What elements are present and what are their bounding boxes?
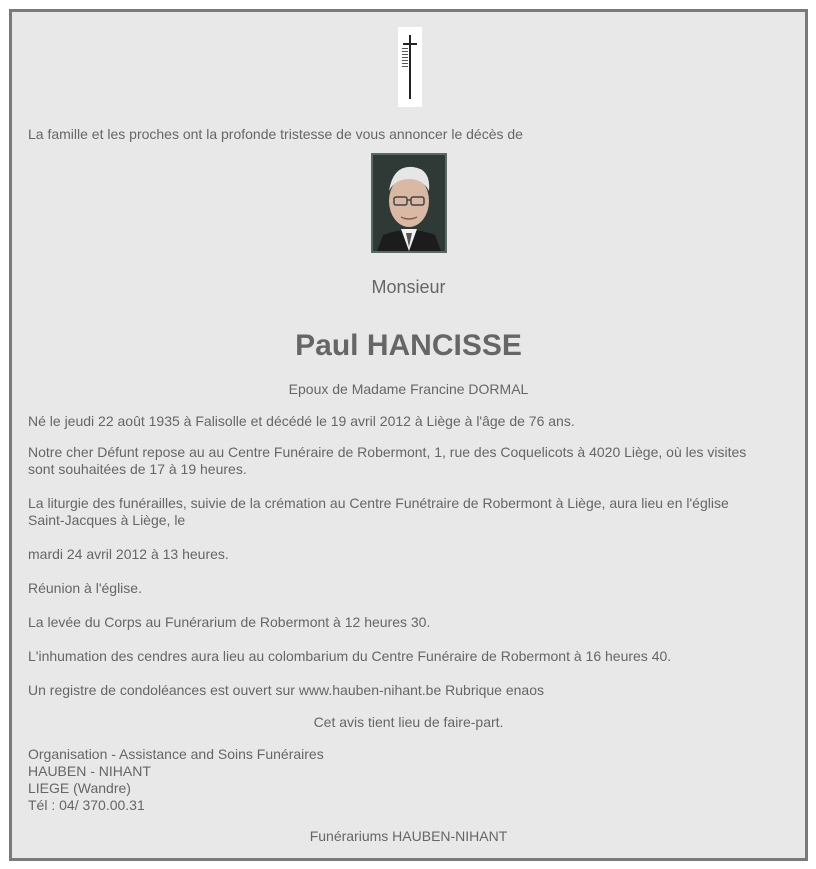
- cross-icon: [398, 27, 422, 107]
- organisation-line-2: HAUBEN - NIHANT: [28, 763, 151, 779]
- spouse-line: Epoux de Madame Francine DORMAL: [288, 381, 529, 397]
- body-lift-line: La levée du Corps au Funérarium de Robermont à 12 heures 30.: [28, 614, 431, 630]
- rest-line-1: Notre cher Défunt repose au au Centre Funéraire de Robermont, 1, rue des Coquelicots à 4020 Liège, où les visites: [28, 444, 747, 460]
- liturgy-line-2: Saint-Jacques à Liège, le: [28, 512, 186, 528]
- faire-part-line: Cet avis tient lieu de faire-part.: [313, 714, 504, 730]
- obituary-card: [9, 9, 808, 861]
- intro-text: La famille et les proches ont la profonde tristesse de vous annoncer le décès de: [28, 126, 523, 142]
- footer-funerarium: Funérariums HAUBEN-NIHANT: [309, 828, 508, 844]
- birth-death-line: Né le jeudi 22 août 1935 à Falisolle et décédé le 19 avril 2012 à Liège à l'âge de 76 ans.: [28, 413, 575, 429]
- inhumation-line: L'inhumation des cendres aura lieu au colombarium du Centre Funéraire de Robermont à 16 heures 40.: [28, 648, 672, 664]
- deceased-name: Paul HANCISSE: [295, 329, 522, 362]
- organisation-phone: Tél : 04/ 370.00.31: [28, 797, 145, 813]
- portrait-photo: [371, 153, 447, 253]
- honorific: Monsieur: [371, 277, 446, 297]
- organisation-line-1: Organisation - Assistance and Soins Funéraires: [28, 746, 324, 762]
- organisation-line-3: LIEGE (Wandre): [28, 780, 131, 796]
- registry-line: Un registre de condoléances est ouvert sur www.hauben-nihant.be Rubrique enaos: [28, 682, 544, 698]
- service-date: mardi 24 avril 2012 à 13 heures.: [28, 546, 229, 562]
- liturgy-line-1: La liturgie des funérailles, suivie de la crémation au Centre Funétraire de Robermont à Liège, aura lieu en l'église: [28, 495, 729, 511]
- rest-line-2: sont souhaitées de 17 à 19 heures.: [28, 461, 247, 477]
- meeting-line: Réunion à l'église.: [28, 580, 142, 596]
